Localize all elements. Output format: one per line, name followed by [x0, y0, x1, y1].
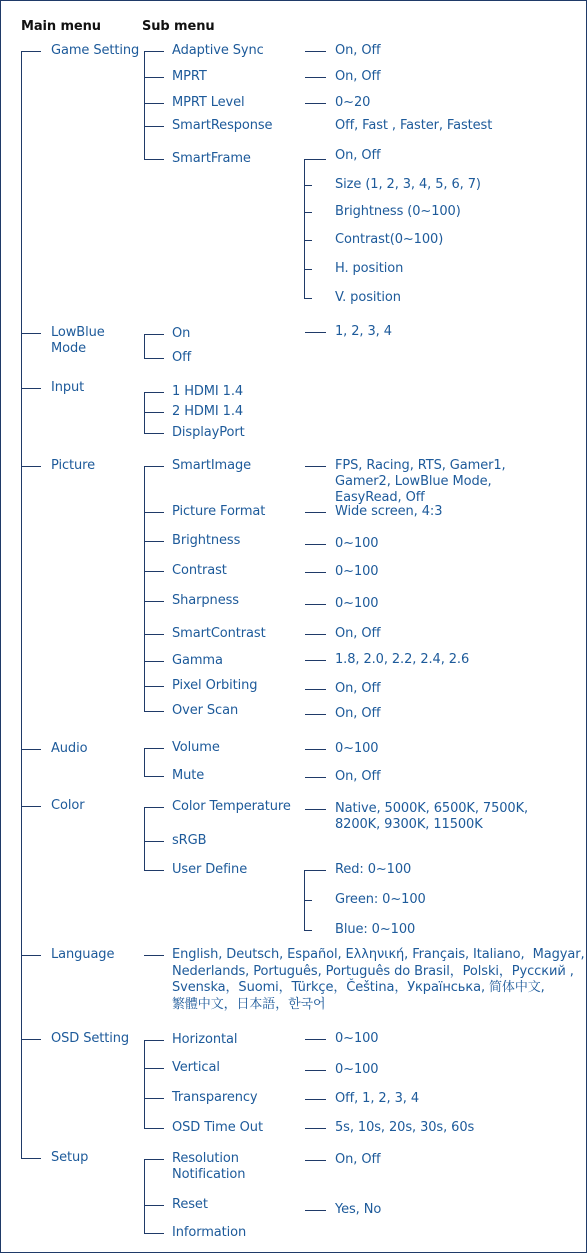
sub-menu-item-over-scan: Over Scan	[172, 703, 239, 718]
option-value: Wide screen, 4:3	[335, 504, 443, 519]
option-value: On, Off	[335, 148, 381, 163]
option-value: 5s, 10s, 20s, 30s, 60s	[335, 1120, 475, 1135]
sub-menu-item-mprt-level: MPRT Level	[172, 95, 245, 110]
sub-menu-item-on: On	[172, 326, 191, 341]
option-value: 0~100	[335, 1062, 379, 1077]
sub-menu-item-brightness: Brightness	[172, 533, 241, 548]
sub-menu-item-contrast: Contrast	[172, 563, 227, 578]
option-value: Red: 0~100	[335, 862, 412, 877]
option-value: On, Off	[335, 706, 381, 721]
sub-menu-item-vertical: Vertical	[172, 1060, 220, 1075]
main-menu-item-picture: Picture	[51, 458, 96, 473]
option-value: 0~100	[335, 1031, 379, 1046]
option-value: FPS, Racing, RTS, Gamer1, Gamer2, LowBlue Mode, EasyRead, Off	[335, 458, 506, 505]
option-value: On, Off	[335, 769, 381, 784]
main-menu-item-audio: Audio	[51, 741, 88, 756]
option-value: H. position	[335, 261, 404, 276]
sub-menu-item-off: Off	[172, 350, 192, 365]
sub-menu-item-information: Information	[172, 1225, 247, 1240]
tree-connector-lines	[1, 1, 586, 1252]
sub-menu-item-sharpness: Sharpness	[172, 593, 239, 608]
sub-menu-item-smartcontrast: SmartContrast	[172, 626, 266, 641]
option-value: Off, Fast , Faster, Fastest	[335, 118, 493, 133]
sub-menu-item-displayport: DisplayPort	[172, 425, 245, 440]
sub-menu-item-resolution-notification: Resolution Notification	[172, 1151, 246, 1182]
sub-menu-item-transparency: Transparency	[172, 1090, 258, 1105]
sub-menu-item-color-temperature: Color Temperature	[172, 799, 291, 814]
option-value: 0~20	[335, 95, 371, 110]
option-value: On, Off	[335, 626, 381, 641]
option-value: On, Off	[335, 681, 381, 696]
option-value: Brightness (0~100)	[335, 204, 461, 219]
sub-menu-item-2-hdmi-1-4: 2 HDMI 1.4	[172, 404, 244, 419]
sub-menu-item-smartframe: SmartFrame	[172, 151, 251, 166]
sub-menu-item-horizontal: Horizontal	[172, 1032, 238, 1047]
option-value: V. position	[335, 290, 401, 305]
main-menu-item-game-setting: Game Setting	[51, 43, 140, 58]
sub-menu-item-reset: Reset	[172, 1197, 208, 1212]
main-menu-item-color: Color	[51, 798, 85, 813]
sub-menu-item-osd-time-out: OSD Time Out	[172, 1120, 263, 1135]
option-value: Blue: 0~100	[335, 922, 416, 937]
option-value: 1, 2, 3, 4	[335, 324, 392, 339]
sub-menu-item-mute: Mute	[172, 768, 205, 783]
option-value: Native, 5000K, 6500K, 7500K, 8200K, 9300K, 11500K	[335, 801, 529, 832]
sub-menu-item-srgb: sRGB	[172, 833, 207, 848]
option-value: On, Off	[335, 43, 381, 58]
option-value: Off, 1, 2, 3, 4	[335, 1091, 420, 1106]
sub-menu-item-adaptive-sync: Adaptive Sync	[172, 43, 264, 58]
main-menu-item-language: Language	[51, 947, 115, 962]
sub-menu-item-1-hdmi-1-4: 1 HDMI 1.4	[172, 384, 244, 399]
option-value: 1.8, 2.0, 2.2, 2.4, 2.6	[335, 652, 470, 667]
sub-menu-item-volume: Volume	[172, 740, 220, 755]
option-value: On, Off	[335, 69, 381, 84]
option-value: Contrast(0~100)	[335, 232, 444, 247]
sub-menu-item-mprt: MPRT	[172, 69, 207, 84]
option-value: Yes, No	[335, 1202, 382, 1217]
sub-menu-item-smartresponse: SmartResponse	[172, 118, 273, 133]
option-value: 0~100	[335, 536, 379, 551]
sub-menu-item-picture-format: Picture Format	[172, 504, 266, 519]
option-value: Size (1, 2, 3, 4, 5, 6, 7)	[335, 177, 481, 192]
option-value: 0~100	[335, 564, 379, 579]
main-menu-header: Main menu	[21, 19, 101, 34]
option-value: On, Off	[335, 1152, 381, 1167]
sub-menu-item-gamma: Gamma	[172, 653, 223, 668]
option-value: 0~100	[335, 741, 379, 756]
main-menu-item-lowblue-mode: LowBlue Mode	[51, 325, 105, 356]
sub-menu-item-smartimage: SmartImage	[172, 458, 252, 473]
option-value: 0~100	[335, 596, 379, 611]
main-menu-item-input: Input	[51, 380, 85, 395]
main-menu-item-setup: Setup	[51, 1150, 89, 1165]
language-options: English, Deutsch, Español, Ελληνική, Français, Italiano, Magyar, Nederlands, Português, Português do Brasil，Polski，Русский , Svenska，Suomi，Türkçe，Čeština，Українська, 简体中文, 繁體中文，日本語，한국어	[172, 947, 585, 1012]
sub-menu-item-pixel-orbiting: Pixel Orbiting	[172, 678, 258, 693]
main-menu-item-osd-setting: OSD Setting	[51, 1031, 130, 1046]
option-value: Green: 0~100	[335, 892, 426, 907]
sub-menu-header: Sub menu	[142, 19, 215, 34]
sub-menu-item-user-define: User Define	[172, 862, 248, 877]
